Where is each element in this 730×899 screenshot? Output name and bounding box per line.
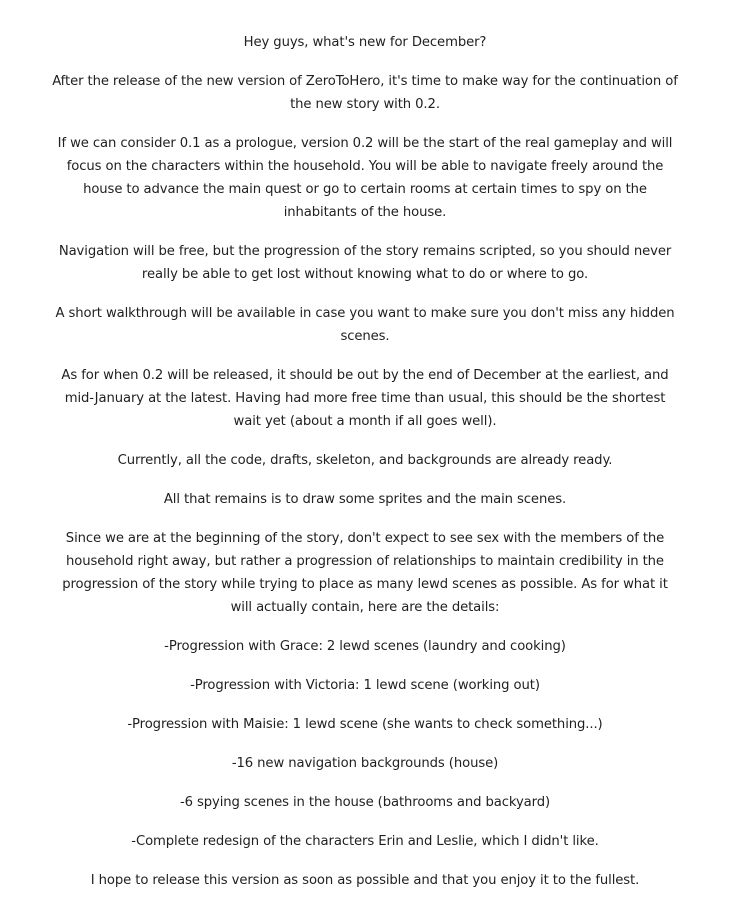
post-greeting: Hey guys, what's new for December? [243, 35, 487, 50]
content-item-victoria: -Progression with Victoria: 1 lewd scene (working out) [190, 678, 540, 693]
content-item-spying-scenes: -6 spying scenes in the house (bathrooms and backyard) [179, 795, 551, 810]
post-paragraph-gameplay: If we can consider 0.1 as a prologue, version 0.2 will be the start of the real gameplay and will focus on the characters within the household. You will be able to navigate freely around the house to advance the main quest or go to certain rooms at certain times to spy on the inhabitants of the house. [57, 136, 673, 220]
post-paragraph-story: Since we are at the beginning of the story, don't expect to see sex with the members of the household right away, but rather a progression of relationships to maintain credibility in the progression of the story while trying to place as many lewd scenes as possible. As for what it will actually contain, here are the details: [62, 531, 668, 615]
content-item-maisie: -Progression with Maisie: 1 lewd scene (she wants to check something...) [127, 717, 603, 732]
post-paragraph-remaining: All that remains is to draw some sprites and the main scenes. [163, 492, 567, 507]
post-paragraph-status: Currently, all the code, drafts, skeleton, and backgrounds are already ready. [117, 453, 613, 468]
content-item-redesign: -Complete redesign of the characters Erin and Leslie, which I didn't like. [131, 834, 599, 849]
post-paragraph-walkthrough: A short walkthrough will be available in case you want to make sure you don't miss any hidden scenes. [55, 306, 675, 344]
content-item-grace: -Progression with Grace: 2 lewd scenes (laundry and cooking) [164, 639, 566, 654]
post-paragraph-navigation: Navigation will be free, but the progression of the story remains scripted, so you should never really be able to get lost without knowing what to do or where to go. [58, 244, 672, 282]
content-item-backgrounds: -16 new navigation backgrounds (house) [231, 756, 499, 771]
post-paragraph-release: After the release of the new version of ZeroToHero, it's time to make way for the continuation of the new story with 0.2. [52, 74, 678, 112]
post-paragraph-release-date: As for when 0.2 will be released, it should be out by the end of December at the earliest, and mid-January at the latest. Having had more free time than usual, this should be the shortest wait yet (about a month if all goes well). [61, 368, 669, 429]
post-closing: I hope to release this version as soon as possible and that you enjoy it to the fullest. [90, 873, 640, 888]
